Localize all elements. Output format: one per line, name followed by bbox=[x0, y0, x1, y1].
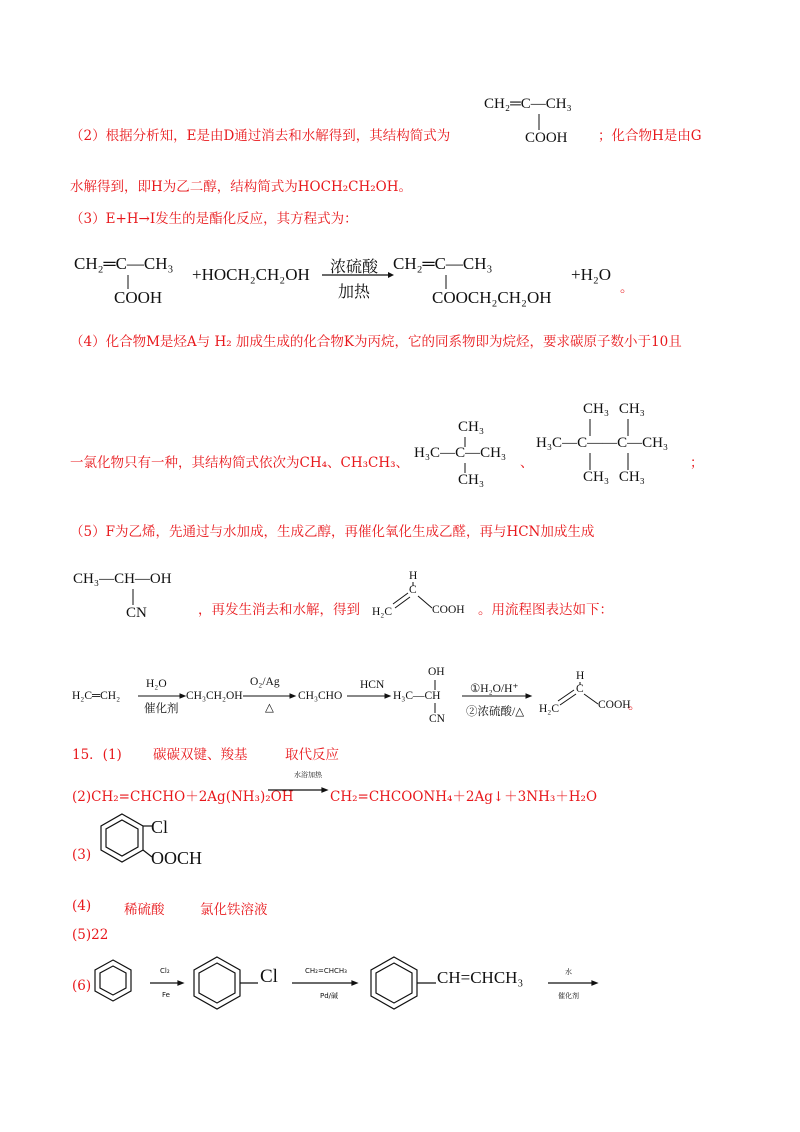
p3-lhs-bottom: COOH bbox=[114, 288, 163, 307]
flow-oh: OH bbox=[428, 666, 445, 678]
flow-c1-top: H₂O bbox=[146, 678, 167, 690]
q15-a4a: 稀硫酸 bbox=[124, 902, 165, 918]
s6-cl: Cl bbox=[260, 966, 278, 987]
q15-n5: (5)22 bbox=[72, 927, 109, 943]
q15-n6: (6) bbox=[72, 978, 92, 994]
p3-rhs-top: CH₂═C—CH₃ bbox=[393, 254, 493, 273]
p5-line1: （5）F为乙烯，先通过与水加成，生成乙醇，再催化氧化生成乙醛，再与HCN加成生成 bbox=[70, 524, 595, 540]
c6c-bot: 催化剂 bbox=[558, 992, 579, 1000]
s6-sub: CH=CHCH₃ bbox=[437, 968, 524, 987]
flow-prod-h: H bbox=[576, 670, 585, 682]
p4-line2: 一氯化物只有一种，其结构简式依次为CH₄、CH₃CH₃、 bbox=[70, 455, 410, 471]
p5-cyano-bot: CN bbox=[126, 605, 147, 621]
p2-line2: 水解得到，即H为乙二醇，结构简式为HOCH₂CH₂OH。 bbox=[70, 179, 412, 195]
flow-c2-bot: △ bbox=[265, 702, 274, 714]
flow-c4-top: ①H₂O/H⁺ bbox=[470, 683, 519, 695]
q15-a2: CH₂=CHCOONH₄＋2Ag↓＋3NH₃＋H₂O bbox=[330, 789, 598, 805]
c6b-bot: Pd/碱 bbox=[320, 992, 339, 1000]
m2-mid: H₃C—C——C—CH₃ bbox=[536, 435, 669, 451]
p5-acid-h: H bbox=[409, 570, 418, 582]
q15-c2: 水浴加热 bbox=[294, 771, 322, 779]
flow-prod-left: H₂C bbox=[539, 703, 559, 715]
q15-a1b: 取代反应 bbox=[285, 747, 339, 763]
q15-n2: (2)CH₂=CHCHO＋2Ag(NH₃)₂OH bbox=[72, 789, 294, 805]
p3-cond-bottom: 加热 bbox=[338, 284, 371, 301]
flow-acetaldehyde: CH₃CHO bbox=[298, 690, 343, 702]
p3-line: （3）E+H→I发生的是酯化反应，其方程式为： bbox=[70, 211, 358, 227]
p5-end-text: 。用流程图表达如下： bbox=[478, 602, 613, 618]
flow-c3-top: HCN bbox=[360, 679, 385, 691]
flow-c4-bot: ②浓硫酸/△ bbox=[466, 706, 525, 718]
flow-cyano-mid: H₃C—CH bbox=[393, 690, 441, 702]
flow-c1-bot: 催化剂 bbox=[144, 703, 179, 715]
flow-cn: CN bbox=[429, 713, 445, 725]
c6b-top: CH₂=CHCH₃ bbox=[305, 967, 347, 975]
m1-bot: CH₃ bbox=[458, 472, 485, 488]
p5-acid-c: C bbox=[409, 584, 417, 596]
flow-ethene: H₂C═CH₂ bbox=[72, 690, 121, 702]
p3-rhs-bottom: COOCH₂CH₂OH bbox=[432, 288, 552, 307]
structure-e-bottom: COOH bbox=[525, 130, 568, 146]
p3-reagent: +HOCH₂CH₂OH bbox=[192, 265, 310, 284]
structure-e-top: CH₂═C—CH₃ bbox=[484, 96, 572, 112]
m2-top: CH₃ CH₃ bbox=[583, 401, 645, 417]
flow-ethanol: CH₃CH₂OH bbox=[186, 690, 243, 702]
c6a-top: Cl₂ bbox=[160, 967, 170, 975]
p2-line1b: ；化合物H是由G bbox=[598, 128, 702, 144]
p5-acid-left: H₂C bbox=[372, 606, 392, 618]
p2-line1a: （2）根据分析知，E是由D通过消去和水解得到，其结构简式为 bbox=[70, 128, 451, 144]
c6a-bot: Fe bbox=[162, 991, 170, 999]
p5-acid-right: COOH bbox=[432, 604, 465, 616]
p3-water: +H₂O bbox=[571, 265, 612, 284]
s3-ester: OOCH bbox=[151, 848, 203, 868]
p4-line1: （4）化合物M是烃A与 H₂ 加成生成的化合物K为丙烷，它的同系物即为烷烃，要求碳原子数小于10且 bbox=[70, 334, 682, 350]
q15-n3: (3) bbox=[72, 847, 92, 863]
flow-prod-c: C bbox=[576, 683, 584, 695]
p5-cyano-top: CH₃—CH—OH bbox=[73, 571, 172, 587]
q15-a1: 碳碳双键、羧基 bbox=[153, 747, 248, 763]
m1-mid: H₃C—C—CH₃ bbox=[414, 445, 507, 461]
p3-lhs-top: CH₂═C—CH₃ bbox=[74, 254, 174, 273]
q15-n4: (4) bbox=[72, 898, 92, 914]
m1-top: CH₃ bbox=[458, 419, 485, 435]
p3-cond-top: 浓硫酸 bbox=[330, 259, 379, 276]
p4-sep: 、 bbox=[520, 455, 534, 471]
flow-end: 。 bbox=[628, 697, 642, 713]
m2-bot: CH₃ CH₃ bbox=[583, 469, 645, 485]
flow-prod-right: COOH bbox=[598, 699, 631, 711]
s3-cl: Cl bbox=[151, 817, 169, 837]
p3-end: 。 bbox=[620, 280, 634, 296]
flow-c2-top: O₂/Ag bbox=[250, 676, 280, 688]
q15-n1: 15．(1) bbox=[72, 747, 122, 763]
p5-mid-text: ，再发生消去和水解，得到 bbox=[198, 602, 360, 618]
c6c-top: 水 bbox=[565, 968, 572, 976]
q15-a4b: 氯化铁溶液 bbox=[200, 902, 268, 918]
p4-end: ； bbox=[690, 455, 704, 471]
